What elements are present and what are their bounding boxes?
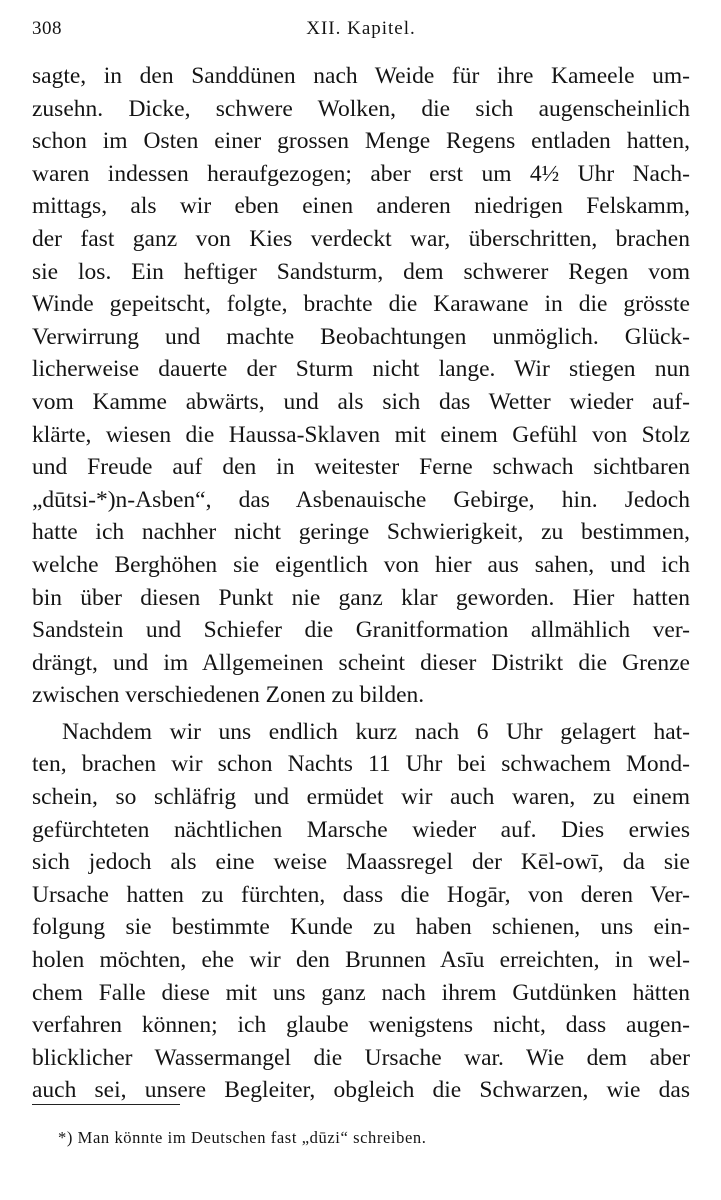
page-header <box>32 18 690 48</box>
text-line: vom Kamme abwärts, und als sich das Wetter wieder auf- <box>32 388 690 415</box>
text-line: klärte, wiesen die Haussa-Sklaven mit einem Gefühl von Stolz <box>32 421 690 448</box>
text-line: folgung sie bestimmte Kunde zu haben schienen, uns ein- <box>32 914 690 941</box>
text-line: drängt, und im Allgemeinen scheint dieser Distrikt die Grenze <box>32 649 690 676</box>
text-line: Sandstein und Schiefer die Granitformation allmählich ver- <box>32 617 690 644</box>
text-line: zwischen verschiedenen Zonen zu bilden. <box>32 682 425 709</box>
text-line: holen möchten, ehe wir den Brunnen Asīu erreichten, in wel- <box>32 947 690 974</box>
text-line: Nachdem wir uns endlich kurz nach 6 Uhr gelagert hat- <box>62 718 690 745</box>
text-line: Verwirrung und machte Beobachtungen unmöglich. Glück- <box>32 323 690 350</box>
page-number: 308 <box>32 18 62 39</box>
body-text <box>32 60 690 1107</box>
text-line: mittags, als wir eben einen anderen niedrigen Felskamm, <box>32 193 690 220</box>
text-line: Winde gepeitscht, folgte, brachte die Karawane in die grösste <box>32 291 690 318</box>
text-line: blicklicher Wassermangel die Ursache war. Wie dem aber <box>32 1044 690 1071</box>
text-line: und Freude auf den in weitester Ferne schwach sichtbaren <box>32 454 690 481</box>
text-line: schon im Osten einer grossen Menge Regens entladen hatten, <box>32 128 690 155</box>
footnote: *) Man könnte im Deutschen fast „dūzi“ schreiben. <box>58 1128 427 1147</box>
text-line: verfahren können; ich glaube wenigstens nicht, dass augen- <box>32 1012 690 1039</box>
text-line: bin über diesen Punkt nie ganz klar geworden. Hier hatten <box>32 584 690 611</box>
text-line: gefürchteten nächtlichen Marsche wieder auf. Dies erwies <box>32 816 690 843</box>
text-line: „dūtsi-*)n-Asben“, das Asbenauische Gebirge, hin. Jedoch <box>32 486 690 513</box>
text-line: schein, so schläfrig und ermüdet wir auch waren, zu einem <box>32 784 690 811</box>
text-line: ten, brachen wir schon Nachts 11 Uhr bei schwachem Mond- <box>32 751 690 778</box>
paragraph-2 <box>32 716 690 1107</box>
text-line: licherweise dauerte der Sturm nicht lange. Wir stiegen nun <box>32 356 690 383</box>
text-line: sie los. Ein heftiger Sandsturm, dem schwerer Regen vom <box>32 258 690 285</box>
text-line: waren indessen heraufgezogen; aber erst um 4½ Uhr Nach- <box>32 160 690 187</box>
text-line: welche Berghöhen sie eigentlich von hier aus sahen, und ich <box>32 551 690 578</box>
text-line: sich jedoch als eine weise Maassregel der Kēl-owī, da sie <box>32 849 690 876</box>
text-line: chem Falle diese mit uns ganz nach ihrem Gutdünken hätten <box>32 979 690 1006</box>
paragraph-1 <box>32 60 690 712</box>
text-line: hatte ich nachher nicht geringe Schwierigkeit, zu bestimmen, <box>32 519 690 546</box>
running-title: XII. Kapitel. <box>306 18 416 39</box>
text-line: zusehn. Dicke, schwere Wolken, die sich augenscheinlich <box>32 95 690 122</box>
footnote-divider <box>32 1104 180 1105</box>
text-line: der fast ganz von Kies verdeckt war, überschritten, brachen <box>32 225 690 252</box>
text-line: Ursache hatten zu fürchten, dass die Hogār, von deren Ver- <box>32 881 690 908</box>
text-line: sagte, in den Sanddünen nach Weide für ihre Kameele um- <box>32 63 690 89</box>
text-line: auch sei, unsere Begleiter, obgleich die Schwarzen, wie das <box>32 1077 690 1104</box>
